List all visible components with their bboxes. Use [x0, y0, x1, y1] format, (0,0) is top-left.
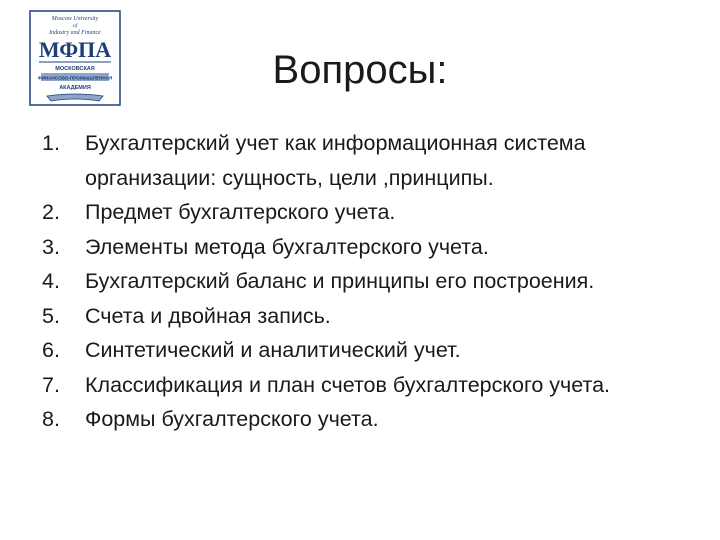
questions-list — [40, 126, 700, 437]
list-item — [40, 126, 700, 195]
item-number: 5. — [42, 303, 60, 328]
list-item — [40, 333, 700, 368]
list-item — [40, 264, 700, 299]
item-number: 2. — [42, 200, 60, 224]
list-item — [40, 230, 700, 265]
item-text: Элементы метода бухгалтерского учета. — [85, 234, 489, 259]
item-text: Бухгалтерский баланс и принципы его построения. — [85, 269, 595, 293]
item-text: Классификация и план счетов бухгалтерского учета. — [85, 372, 611, 397]
item-text: Предмет бухгалтерского учета. — [85, 200, 396, 224]
slide-title: Вопросы: — [272, 48, 448, 92]
item-number: 4. — [42, 269, 60, 293]
item-number: 7. — [42, 372, 60, 397]
list-item — [40, 299, 700, 334]
logo-line1: Moscow University — [51, 16, 99, 22]
university-logo — [29, 10, 121, 106]
list-item — [40, 402, 700, 437]
item-number: 1. — [42, 131, 60, 155]
list-item — [40, 368, 700, 403]
logo-line3: Industry and Finance — [49, 30, 101, 36]
item-text: Бухгалтерский учет как информационная система организации: сущность, цели ,принципы. — [85, 131, 586, 190]
logo-emblem-icon — [29, 10, 121, 106]
logo-line2: of — [72, 23, 78, 29]
logo-abbreviation: МФПА — [38, 37, 112, 62]
logo-line4: МОСКОВСКАЯ — [55, 66, 95, 72]
item-text: Формы бухгалтерского учета. — [85, 407, 379, 431]
logo-line6: АКАДЕМИЯ — [59, 85, 91, 91]
item-text: Синтетический и аналитический учет. — [85, 338, 461, 362]
item-number: 8. — [42, 407, 60, 431]
item-number: 3. — [42, 234, 60, 259]
item-number: 6. — [42, 338, 60, 362]
list-item — [40, 195, 700, 230]
logo-line5: ФИНАНСОВО-ПРОМЫШЛЕННАЯ — [37, 75, 113, 81]
item-text: Счета и двойная запись. — [85, 303, 331, 328]
